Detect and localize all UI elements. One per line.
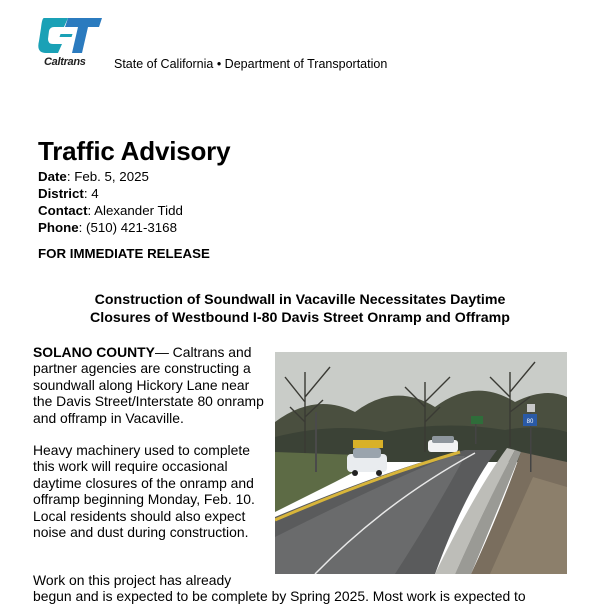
date-line — [38, 168, 183, 185]
page-title: Traffic Advisory — [38, 136, 231, 166]
district-value: : 4 — [83, 186, 99, 201]
district-label: District — [38, 186, 84, 201]
date-label: Date — [38, 169, 67, 184]
headline — [40, 291, 560, 327]
paragraph-2: Heavy machinery used to complete this work will require occasional daytime closures of the onramp and offramp beginning Monday, Feb. 10. Local residents should also expect noise and dust during construction. — [33, 442, 255, 541]
phone-line — [38, 219, 183, 236]
headline-line-2: Closures of Westbound I-80 Davis Street Onramp and Offramp — [90, 310, 510, 326]
agency-name: State of California • Department of Transportation — [114, 57, 388, 71]
body-column — [33, 344, 265, 556]
interstate-sign-text: 80 — [526, 419, 534, 425]
caltrans-wordmark: Caltrans — [44, 56, 86, 68]
district-line — [38, 185, 183, 202]
advisory-meta — [38, 168, 183, 236]
contact-label: Contact — [38, 203, 88, 218]
caltrans-mark-icon — [38, 14, 104, 58]
headline-line-1: Construction of Soundwall in Vacaville Necessitates Daytime — [94, 292, 506, 308]
construction-photo — [275, 352, 567, 574]
phone-value: : (510) 421-3168 — [78, 220, 177, 235]
dateline: SOLANO COUNTY — [33, 344, 155, 360]
date-value: : Feb. 5, 2025 — [66, 169, 149, 184]
contact-line — [38, 202, 183, 219]
phone-label: Phone — [38, 220, 79, 235]
paragraph-3-line-2: begun and is expected to be complete by Spring 2025. Most work is expected to — [33, 588, 526, 605]
paragraph-3-line-1: Work on this project has already — [33, 572, 232, 588]
release-notice: FOR IMMEDIATE RELEASE — [38, 246, 210, 261]
contact-value: : Alexander Tidd — [87, 203, 183, 218]
paragraph-1 — [33, 344, 265, 426]
paragraph-1-text: — Caltrans and partner agencies are constructing a soundwall along Hickory Lane near the Davis Street/Interstate 80 onramp and offramp in Vacaville. — [33, 344, 264, 426]
